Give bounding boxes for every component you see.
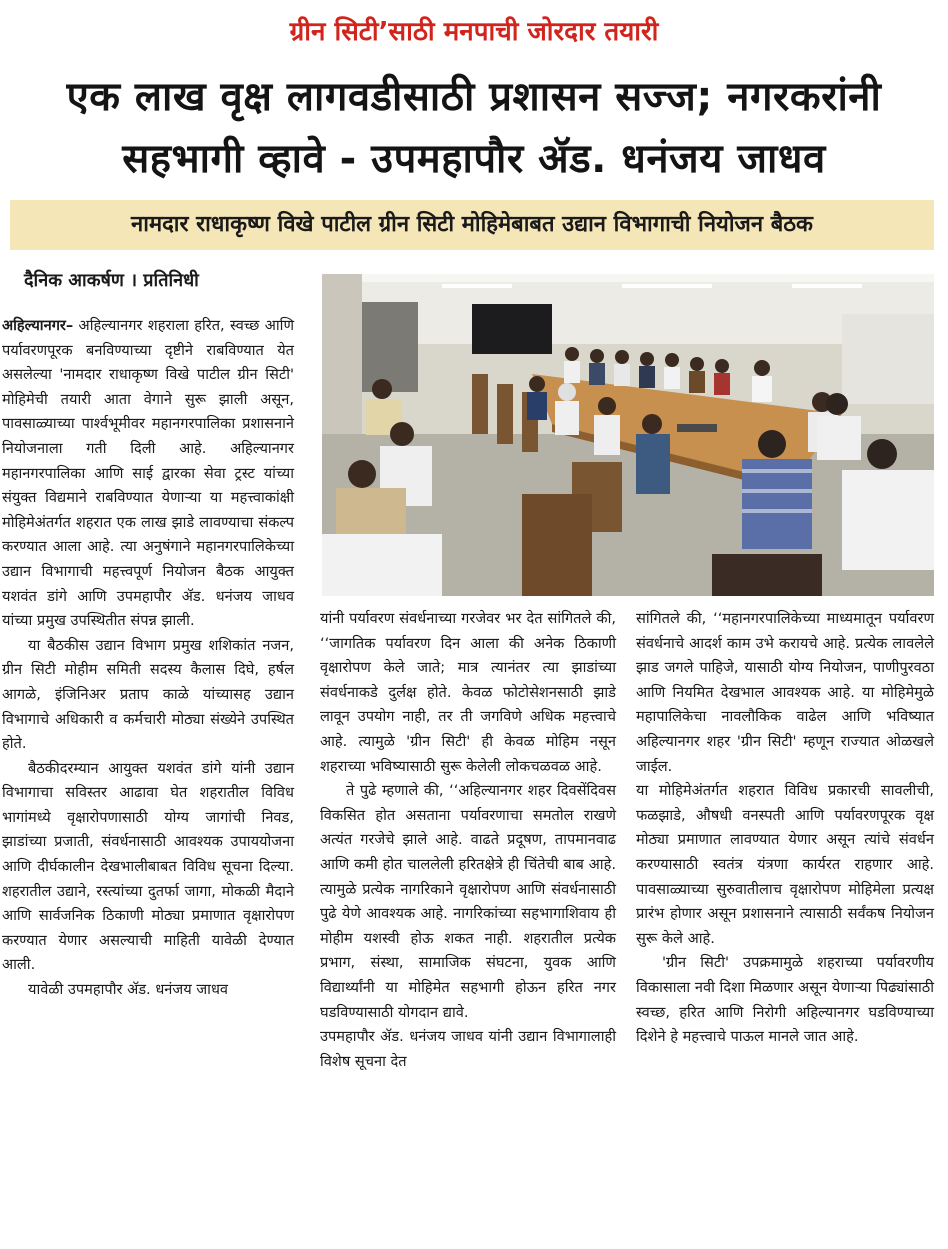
- dateline: अहिल्यानगर–: [2, 317, 74, 334]
- article-column-2: [320, 607, 616, 1074]
- paragraph: बैठकीदरम्यान आयुक्त यशवंत डांगे यांनी उद्यान विभागाचा सविस्तर आढावा घेत शहरातील विविध भागांमध्ये वृक्षारोपणासाठी योग्य जागांची निवड, झाडांच्या प्रजाती, संवर्धनासाठी आवश्यक उपाययोजना आणि दीर्घकालीन देखभालीबाबत विविध सूचना दिल्या. शहरातील उद्याने, रस्त्यांच्या दुतर्फा जागा, मोकळी मैदाने आणि सार्वजनिक ठिकाणी मोठ्या प्रमाणात वृक्षारोपण करण्यात येणार असल्याची माहिती यावेळी देण्यात आली.: [2, 759, 294, 974]
- headline: एक लाख वृक्ष लागवडीसाठी प्रशासन सज्ज; नगरकरांनी सहभागी व्हावे - उपमहापौर ॲड. धनंजय जाधव: [66, 74, 882, 182]
- paragraph: सांगितले की, ‘‘महानगरपालिकेच्या माध्यमातून पर्यावरण संवर्धनाचे आदर्श काम उभे करायचे आहे. प्रत्येक लावलेले झाड जगले पाहिजे, यासाठी योग्य नियोजन, पाणीपुरवठा आणि नियमित देखभाल आवश्यक आहे. या मोहिमेमुळे महापालिकेचा नावलौकिक वाढेल आणि भविष्यात अहिल्यानगर शहर 'ग्रीन सिटी' म्हणून राज्यात ओळखले जाईल.: [636, 610, 934, 775]
- paragraph: उपमहापौर ॲड. धनंजय जाधव यांनी उद्यान विभागालाही विशेष सूचना देत: [320, 1028, 616, 1070]
- paragraph: यांनी पर्यावरण संवर्धनाच्या गरजेवर भर देत सांगितले की, ‘‘जागतिक पर्यावरण दिन आला की अनेक ठिकाणी वृक्षारोपण केले जाते; मात्र त्यानंतर त्या झाडांच्या संवर्धनाकडे दुर्लक्ष होते. केवळ फोटोसेशनसाठी झाडे लावून उपयोग नाही, तर ती जगविणे अधिक महत्त्वाचे आहे. त्यामुळे 'ग्रीन सिटी' ही केवळ मोहिम नसून शहराच्या भविष्यासाठी सुरू केलेली लोकचळवळ आहे.: [320, 610, 616, 775]
- subheadline: नामदार राधाकृष्ण विखे पाटील ग्रीन सिटी मोहिमेबाबत उद्यान विभागाची नियोजन बैठक: [10, 200, 934, 250]
- paragraph: 'ग्रीन सिटी' उपक्रमामुळे शहराच्या पर्यावरणीय विकासाला नवी दिशा मिळणार असून येणाऱ्या पिढ्यांसाठी स्वच्छ, हरित आणि निरोगी अहिल्यानगर घडविण्याच्या दिशेने हे महत्त्वाचे पाऊल मानले जात आहे.: [636, 954, 934, 1046]
- paragraph: [2, 314, 294, 634]
- kicker-title: ग्रीन सिटी’साठी मनपाची जोरदार तयारी: [289, 17, 659, 47]
- meeting-photo-illustration: [322, 274, 934, 596]
- paragraph-text: अहिल्यानगर शहराला हरित, स्वच्छ आणि पर्यावरणपूरक बनविण्याच्या दृष्टीने राबविण्यात येत असलेल्या 'नामदार राधाकृष्ण विखे पाटील ग्रीन सिटी' मोहिमेची तयारी आता वेगाने सुरू झाली असून, पावसाळ्याच्या पार्श्वभूमीवर महानगरपालिका प्रशासनाने नियोजनाला गती दिली आहे. अहिल्यानगर महानगरपालिका आणि साई द्वारका सेवा ट्रस्ट यांच्या संयुक्त विद्यमाने राबविण्यात येणाऱ्या या महत्त्वाकांक्षी मोहिमेअंतर्गत शहरात एक लाख झाडे लावण्याचा संकल्प करण्यात आला आहे. त्या अनुषंगाने महानगरपालिकेच्या उद्यान विभागाची महत्त्वपूर्ण नियोजन बैठक आयुक्त यशवंत डांगे आणि उपमहापौर ॲड. धनंजय जाधव यांच्या प्रमुख उपस्थितीत संपन्न झाली.: [2, 317, 295, 630]
- paragraph: यावेळी उपमहापौर ॲड. धनंजय जाधव: [28, 981, 229, 999]
- article-column-3: [636, 607, 934, 1050]
- byline: दैनिक आकर्षण । प्रतिनिधी: [24, 270, 199, 291]
- paragraph: ते पुढे म्हणाले की, ‘‘अहिल्यानगर शहर दिवसेंदिवस विकसित होत असताना पर्यावरणाचा समतोल राखणे अत्यंत गरजेचे झाले आहे. वाढते प्रदूषण, तापमानवाढ आणि कमी होत चाललेली हरितक्षेत्रे ही चिंतेची बाब आहे. त्यामुळे प्रत्येक नागरिकाने वृक्षारोपण आणि संवर्धनासाठी पुढे येणे आवश्यक आहे. नागरिकांच्या सहभागाशिवाय ही मोहीम यशस्वी होऊ शकत नाही. शहरातील प्रत्येक प्रभाग, संस्था, सामाजिक संघटना, युवक आणि विद्यार्थ्यांनी या मोहिमेत सहभागी होऊन हरित नगर घडविण्यासाठी योगदान द्यावे.: [320, 782, 616, 1021]
- article-column-1: [2, 314, 294, 1003]
- meeting-photo: [322, 274, 934, 596]
- paragraph: या बैठकीस उद्यान विभाग प्रमुख शशिकांत नजन, ग्रीन सिटी मोहीम समिती सदस्य कैलास दिघे, हर्षल आगळे, इंजिनिअर प्रताप काळे यांच्यासह उद्यान विभागाचे अधिकारी व कर्मचारी मोठ्या संख्येने उपस्थित होते.: [2, 636, 294, 753]
- paragraph: या मोहिमेअंतर्गत शहरात विविध प्रकारची सावलीची, फळझाडे, औषधी वनस्पती आणि पर्यावरणपूरक वृक्ष मोठ्या प्रमाणात लावण्यात येणार असून त्यांचे संवर्धन करण्यासाठी स्वतंत्र यंत्रणा कार्यरत राहणार आहे. पावसाळ्याच्या सुरुवातीलाच वृक्षारोपण मोहिमेला प्रत्यक्ष प्रारंभ होणार असून प्रशासनाने त्यासाठी सर्वंकष नियोजन सुरू केले आहे.: [636, 782, 934, 947]
